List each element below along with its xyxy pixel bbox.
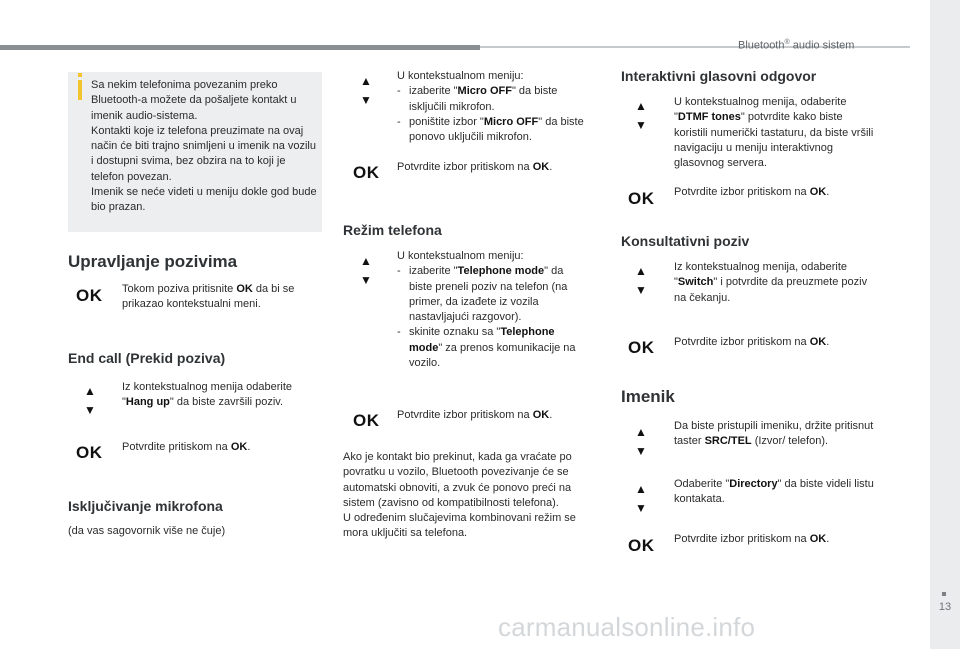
section-title-end-call: End call (Prekid poziva)	[68, 350, 226, 366]
down-arrow-icon: ▼	[635, 283, 647, 297]
up-arrow-icon: ▲	[635, 425, 647, 439]
down-arrow-icon: ▼	[635, 118, 647, 132]
down-arrow-icon: ▼	[360, 93, 372, 107]
up-arrow-icon: ▲	[635, 99, 647, 113]
up-arrow-icon: ▲	[84, 384, 96, 398]
list-item: - izaberite "Telephone mode" da biste preneli poziv na telefon (na primer, da izađete iz vozila nastavljajući razgovor).	[397, 265, 568, 324]
interaktivni-confirm: Potvrdite izbor pritiskom na OK.	[674, 186, 830, 198]
section-title-interaktivni: Interaktivni glasovni odgovor	[621, 68, 817, 84]
list-item: - izaberite "Micro OFF" da biste isključili mikrofon.	[397, 85, 558, 113]
imenik-confirm: Potvrdite izbor pritiskom na OK.	[674, 533, 830, 545]
section-title-rezim: Režim telefona	[343, 222, 442, 238]
imenik-text: Da biste pristupili imeniku, držite pritisnut taster SRC/TEL (Izvor/ telefon).	[674, 420, 874, 448]
list-item: - poništite izbor "Micro OFF" da biste ponovo uključili mikrofon.	[397, 115, 584, 144]
ok-button-icon: OK	[353, 163, 380, 182]
ok-button-icon: OK	[76, 286, 103, 305]
interaktivni-text: U kontekstualnog menija, odaberite "DTMF tones" potvrdite kako biste koristili numerički tastaturu, da biste vršili navigaciju u meniju interaktivnog glasovnog servera.	[674, 96, 874, 170]
down-arrow-icon: ▼	[360, 273, 372, 287]
mikrofon-subtitle: (da vas sagovornik više ne čuje)	[68, 525, 226, 537]
up-arrow-icon: ▲	[635, 482, 647, 496]
rezim-paragraph	[343, 450, 601, 542]
header-rule-dark	[0, 45, 480, 50]
end-call-text: Iz kontekstualnog menija odaberite "Hang up" da biste završili poziv.	[122, 381, 292, 409]
end-call-confirm: Potvrdite pritiskom na OK.	[122, 441, 251, 453]
page-number: 13	[938, 601, 952, 613]
ok-button-icon: OK	[76, 443, 103, 462]
section-title-upravljanje: Upravljanje pozivima	[68, 252, 238, 271]
up-arrow-icon: ▲	[360, 254, 372, 268]
ok-button-icon: OK	[353, 411, 380, 430]
ok-button-icon: OK	[628, 536, 655, 555]
section-title-mikrofon: Isključivanje mikrofona	[68, 498, 223, 514]
konsultativni-confirm: Potvrdite izbor pritiskom na OK.	[674, 336, 830, 348]
info-icon	[78, 80, 82, 100]
section-title-imenik: Imenik	[621, 387, 675, 406]
rezim-instructions	[397, 249, 587, 371]
watermark: carmanualsonline.info	[498, 612, 756, 642]
mikrofon-confirm: Potvrdite izbor pritiskom na OK.	[397, 161, 553, 173]
page-header-title: Bluetooth® audio sistem	[738, 39, 855, 52]
note-paragraph: Sa nekim telefonima povezanim preko Bluetooth-a možete da pošaljete kontakt u imenik audio-sistema.	[91, 79, 297, 122]
info-note-text	[91, 78, 319, 216]
down-arrow-icon: ▼	[84, 403, 96, 417]
rezim-confirm: Potvrdite izbor pritiskom na OK.	[397, 409, 553, 421]
rezim-paragraph-2: U određenim slučajevima kombinovani režim se mora uključiti sa telefona.	[343, 512, 576, 540]
page-edge-band	[930, 0, 960, 649]
rezim-paragraph-1: Ako je kontakt bio prekinut, kada ga vraćate po povratku u vozilo, Bluetooth povezivanje će se automatski obnoviti, a zvuk će ponovo preći na sistem (zavisno od kompatibilnosti telefona).	[343, 451, 572, 509]
down-arrow-icon: ▼	[635, 444, 647, 458]
mikrofon-instructions	[397, 69, 587, 145]
ok-button-icon: OK	[628, 189, 655, 208]
section-title-konsultativni: Konsultativni poziv	[621, 233, 750, 249]
list-item: - skinite oznaku sa "Telephone mode" za prenos komunikacije na vozilo.	[397, 326, 576, 370]
imenik-directory-text: Odaberite "Directory" da biste videli listu kontakata.	[674, 478, 874, 506]
mikrofon-intro: U kontekstualnom meniju:	[397, 70, 524, 82]
konsultativni-text: Iz kontekstualnog menija, odaberite "Switch" i potvrdite da preuzmete poziv na čekanju.	[674, 261, 868, 304]
note-paragraph: Kontakti koje iz telefona preuzimate na ovaj način će biti trajno snimljeni u imenik na vozilu i dostupni svima, bez obzira na to koji je telefon povezan.	[91, 124, 316, 183]
page-marker	[942, 592, 946, 596]
note-paragraph: Imenik se neće videti u meniju dokle god bude bio prazan.	[91, 186, 317, 214]
upravljanje-text: Tokom poziva pritisnite OK da bi se prikazao kontekstualni meni.	[122, 283, 295, 311]
ok-button-icon: OK	[628, 338, 655, 357]
up-arrow-icon: ▲	[360, 74, 372, 88]
up-arrow-icon: ▲	[635, 264, 647, 278]
down-arrow-icon: ▼	[635, 501, 647, 515]
rezim-intro: U kontekstualnom meniju:	[397, 250, 524, 262]
